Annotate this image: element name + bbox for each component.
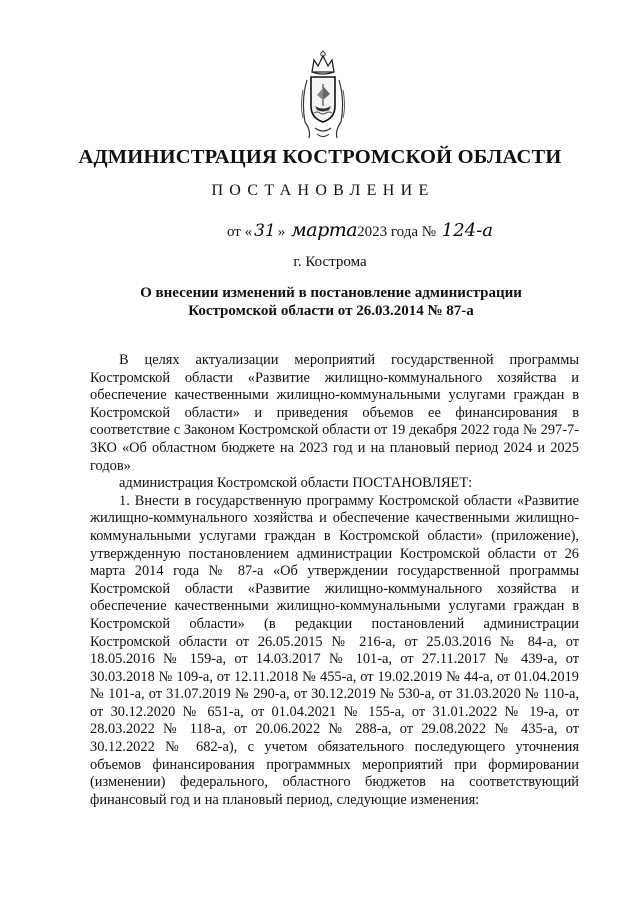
document-subject: О внесении изменений в постановление администрации Костромской области от 26.03.2014 № 87-а: [140, 285, 522, 319]
preamble-paragraph: В целях актуализации мероприятий государственной программы Костромской области «Развитие жилищно-коммунального хозяйства и обеспечение качественными жилищно-коммунальными услугами граждан в Костромской области» и приведения объемов ее финансирования в соответствие с Законом Костромской области от 19 декабря 2022 года № 297-7-ЗКО «Об областном бюджете на 2023 год и на плановый период 2024 и 2025 годов»: [90, 352, 579, 474]
handwritten-day: 31: [254, 221, 276, 241]
document-body: [90, 352, 579, 809]
handwritten-document-number: 124-а: [441, 220, 493, 241]
date-year-text: 2023 года №: [357, 224, 437, 240]
date-prefix: от «: [227, 224, 253, 240]
organization-title: АДМИНИСТРАЦИЯ КОСТРОМСКОЙ ОБЛАСТИ: [78, 146, 562, 168]
resolution-paragraph: администрация Костромской области ПОСТАНОВЛЯЕТ:: [119, 475, 473, 492]
item-1-paragraph: 1. Внести в государственную программу Костромской области «Развитие жилищно-коммунального хозяйства и обеспечение качественными жилищно-коммунальными услугами граждан в Костромской области» (приложение), утвержденную постановлением администрации Костромской области от 26 марта 2014 года № 87-а «Об утверждении государственной программы Костромской области «Развитие жилищно-коммунального хозяйства и обеспечение качественными жилищно-коммунальными услугами граждан в Костромской области» (в редакции постановлений администрации Костромской области от 26.05.2015 № 216-а, от 25.03.2016 № 84-а, от 18.05.2016 № 159-а, от 14.03.2017 № 101-а, от 27.11.2017 № 439-а, от 30.03.2018 № 109-а, от 12.11.2018 № 455-а, от 19.02.2019 № 44-а, от 01.04.2019 № 101-а, от 31.07.2019 № 290-а, от 30.12.2019 № 530-а, от 31.03.2020 № 110-а, от 30.12.2020 № 651-а, от 01.04.2021 № 155-а, от 31.01.2022 № 19-а, от 28.03.2022 № 118-а, от 20.06.2022 № 288-а, от 29.08.2022 № 435-а, от 30.12.2022 № 682-а), с учетом обязательного последующего уточнения объемов финансирования программных мероприятий при формировании (изменении) федерального, областного бюджетов на соответствующий финансовый год и на плановый период, следующие изменения:: [90, 492, 579, 808]
document-date-line: [227, 219, 493, 241]
handwritten-month: марта: [291, 219, 358, 241]
city-name: г. Кострома: [293, 254, 367, 270]
document-type-heading: ПОСТАНОВЛЕНИЕ: [211, 182, 435, 199]
date-quote-close: »: [277, 224, 286, 240]
coat-of-arms-emblem: [297, 50, 349, 142]
